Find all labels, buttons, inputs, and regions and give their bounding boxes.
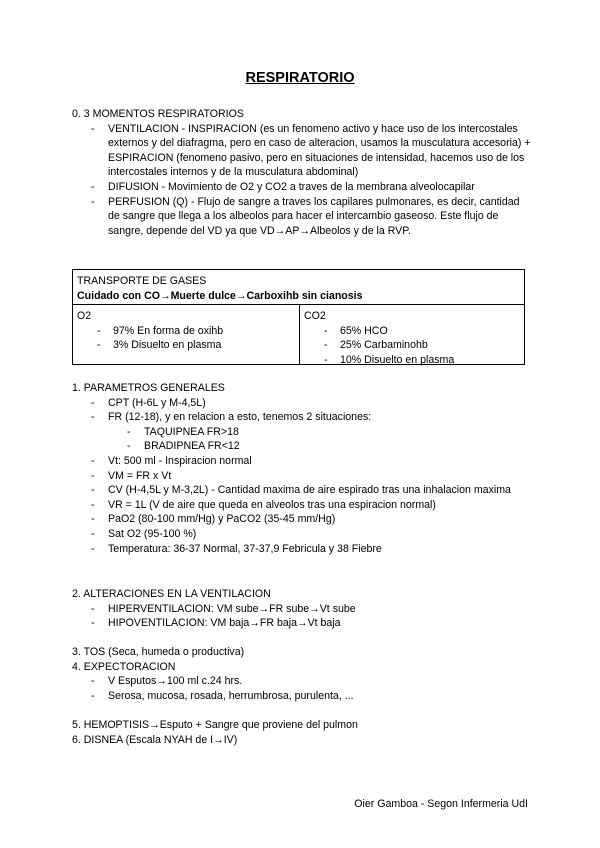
list-item: - VM = FR x Vt xyxy=(72,469,532,484)
list-item: - TAQUIPNEA FR>18 xyxy=(72,425,532,440)
list-item: - HIPOVENTILACION: VM baja→FR baja→Vt baja xyxy=(72,616,532,631)
section-heading-disnea: 6. DISNEA (Escala NYAH de I→IV) xyxy=(72,733,238,746)
list-item: - BRADIPNEA FR<12 xyxy=(72,439,532,454)
column-label: O2 xyxy=(77,310,92,322)
section-list xyxy=(72,122,532,239)
sub-list xyxy=(72,425,532,454)
table-column-co2 xyxy=(300,305,524,365)
list-item: - 65% HCO xyxy=(304,324,524,339)
page-title: RESPIRATORIO xyxy=(245,70,355,86)
section-parametros-generales xyxy=(72,381,532,556)
section-alteraciones-ventilacion xyxy=(72,587,532,631)
list-item: - PERFUSION (Q) - Flujo de sangre a traves los capilares pulmonares, es decir, cantidad de sangre que llega a los albeolos para hacer el intercambio gaseoso. Este flujo de sangre, depende del VD ya que VD→AP→Albeolos y de la RVP. xyxy=(72,195,532,239)
list-item: - CV (H-4,5L y M-3,2L) - Cantidad maxima de aire espirado tras una inhalacion maxima xyxy=(72,483,532,498)
list-item: - 25% Carbaminohb xyxy=(304,338,524,353)
section-heading-expectoracion: 4. EXPECTORACION xyxy=(72,660,176,673)
section-list xyxy=(72,396,532,425)
list-item: - Vt: 500 ml - Inspiracion normal xyxy=(72,454,532,469)
list-item: - FR (12-18), y en relacion a esto, tenemos 2 situaciones: xyxy=(72,410,532,425)
section-heading: 0. 3 MOMENTOS RESPIRATORIOS xyxy=(72,108,244,120)
list-item: - DIFUSION - Movimiento de O2 y CO2 a traves de la membrana alveolocapilar xyxy=(72,180,532,195)
list-item: - 97% En forma de oxihb xyxy=(77,324,299,339)
section-list xyxy=(72,602,532,631)
column-label: CO2 xyxy=(304,310,326,322)
list-item: - Temperatura: 36-37 Normal, 37-37,9 Febricula y 38 Fiebre xyxy=(72,542,532,557)
column-list xyxy=(77,324,299,353)
list-item: - Serosa, mucosa, rosada, herrumbrosa, purulenta, ... xyxy=(72,689,532,704)
section-heading: 1. PARAMETROS GENERALES xyxy=(72,382,225,394)
list-item: - PaO2 (80-100 mm/Hg) y PaCO2 (35-45 mm/Hg) xyxy=(72,512,532,527)
table-subtitle: Cuidado con CO→Muerte dulce→Carboxihb sin cianosis xyxy=(77,289,363,302)
section-heading-hemoptisis: 5. HEMOPTISIS→Esputo + Sangre que proviene del pulmon xyxy=(72,719,358,731)
column-list xyxy=(304,324,524,368)
list-item: - 3% Disuelto en plasma xyxy=(77,338,299,353)
list-item: - VR = 1L (V de aire que queda en alveolos tras una espiracion normal) xyxy=(72,498,532,513)
gas-transport-table xyxy=(72,269,525,365)
section-list xyxy=(72,454,532,556)
section-list xyxy=(72,674,532,703)
list-item: - HIPERVENTILACION: VM sube→FR sube→Vt sube xyxy=(72,602,532,617)
list-item: - Sat O2 (95-100 %) xyxy=(72,527,532,542)
page-footer: Oier Gamboa - Segon Infermeria UdI xyxy=(354,798,528,810)
list-item: - V Esputos→100 ml c.24 hrs. xyxy=(72,674,532,689)
list-item: - CPT (H-6L y M-4,5L) xyxy=(72,396,532,411)
section-heading-tos: 3. TOS (Seca, humeda o productiva) xyxy=(72,646,245,658)
table-title: TRANSPORTE DE GASES xyxy=(77,275,207,287)
section-tos-expectoracion xyxy=(72,645,532,703)
list-item: - VENTILACION - INSPIRACION (es un fenomeno activo y hace uso de los intercostales externos y del diafragma, pero en caso de alteracion, usamos la musculatura accesoria) + ESPIRACION (fenomeno pasivo, pero en situaciones de intensidad, hacemos uso de los intercostales internos y de la musculatura abdominal) xyxy=(72,122,532,180)
section-hemoptisis-disnea xyxy=(72,718,532,747)
table-column-o2 xyxy=(73,305,300,365)
table-header xyxy=(73,270,524,305)
section-momentos-respiratorios xyxy=(72,107,532,238)
list-item: - 10% Disuelto en plasma xyxy=(304,353,524,368)
section-heading: 2. ALTERACIONES EN LA VENTILACION xyxy=(72,588,271,600)
